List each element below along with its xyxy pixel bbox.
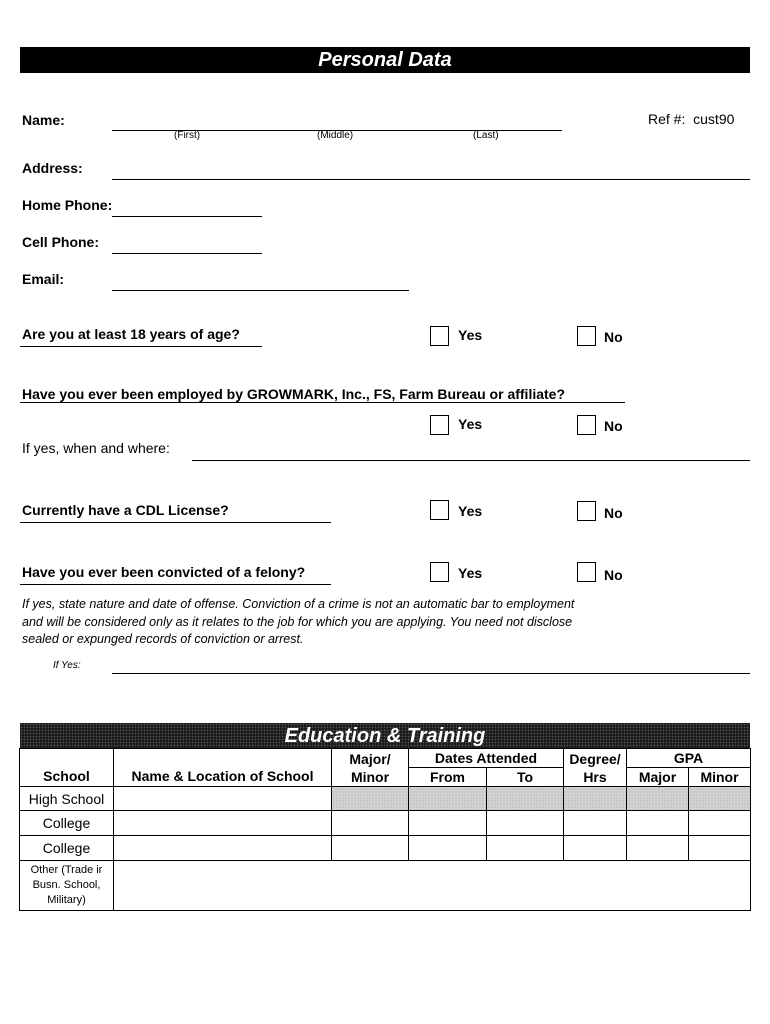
college-1-from-cell[interactable] [409,811,487,836]
felony-yes-checkbox[interactable] [430,562,449,582]
header-degree-hrs [564,749,627,787]
ref-value: cust90 [693,111,735,127]
cdl-no-label: No [604,505,623,521]
education-table [19,748,751,911]
employed-no-checkbox[interactable] [577,415,596,435]
felony-note-line-2: and will be considered only as it relates to the job for which you are applying. You need not disclose [22,614,573,629]
age-underline [20,346,262,347]
age-no-checkbox[interactable] [577,326,596,346]
college-2-name-cell[interactable] [114,836,332,861]
address-label: Address: [22,160,83,176]
header-minor: Minor [350,768,390,785]
cdl-yes-checkbox[interactable] [430,500,449,520]
college-1-degree-cell[interactable] [564,811,627,836]
header-gpa-minor: Minor [689,768,751,787]
header-gpa: GPA [627,749,751,768]
row-label-high-school: High School [20,787,114,811]
ref-label: Ref #: [648,111,686,127]
ref-number [648,111,734,127]
employed-yes-checkbox[interactable] [430,415,449,435]
high-school-from-cell[interactable] [409,787,487,811]
felony-yes-label: Yes [458,565,483,581]
when-where-label: If yes, when and where: [22,440,170,456]
education-title: Education & Training [284,725,486,747]
last-caption: (Last) [473,130,499,141]
college-1-to-cell[interactable] [487,811,564,836]
age-no-label: No [604,329,623,345]
felony-note-line-3: sealed or expunged records of conviction or arrest. [22,632,304,646]
personal-data-banner [20,47,750,73]
other-line-2: Busn. School, [32,879,101,891]
header-hrs: Hrs [583,768,607,785]
first-caption: (First) [174,130,201,141]
high-school-to-cell[interactable] [487,787,564,811]
felony-note [22,596,722,649]
college-2-degree-cell[interactable] [564,836,627,861]
age-question: Are you at least 18 years of age? [22,326,240,342]
if-yes-field[interactable] [112,673,750,674]
college-2-major-cell[interactable] [332,836,409,861]
education-banner [20,723,750,749]
age-yes-checkbox[interactable] [430,326,449,346]
header-dates-attended: Dates Attended [409,749,564,768]
other-line-1: Other (Trade ir [30,864,103,876]
cdl-no-checkbox[interactable] [577,501,596,521]
felony-no-checkbox[interactable] [577,562,596,582]
home-phone-field[interactable] [112,216,262,217]
header-name-location: Name & Location of School [114,749,332,787]
college-2-to-cell[interactable] [487,836,564,861]
other-details-cell[interactable] [114,861,751,911]
if-yes-label: If Yes: [53,660,81,671]
high-school-name-cell[interactable] [114,787,332,811]
college-2-gpa-minor-cell[interactable] [689,836,751,861]
middle-caption: (Middle) [317,130,354,141]
header-gpa-major: Major [627,768,689,787]
employed-yes-label: Yes [458,416,483,432]
header-school: School [20,749,114,787]
header-from: From [409,768,487,787]
header-major-minor [332,749,409,787]
address-field[interactable] [112,179,750,180]
name-label: Name: [22,112,65,128]
college-1-name-cell[interactable] [114,811,332,836]
cdl-yes-label: Yes [458,503,483,519]
when-where-field[interactable] [192,460,750,461]
college-1-gpa-minor-cell[interactable] [689,811,751,836]
personal-data-title: Personal Data [318,49,452,71]
college-1-gpa-major-cell[interactable] [627,811,689,836]
felony-question: Have you ever been convicted of a felony? [22,564,306,580]
cdl-underline [20,522,331,523]
felony-underline [20,584,331,585]
row-label-other [20,861,114,911]
felony-note-line-1: If yes, state nature and date of offense. Conviction of a crime is not an automatic bar to employment [22,597,575,611]
cell-phone-field[interactable] [112,253,262,254]
email-label: Email: [22,271,65,287]
high-school-degree-cell [564,787,627,811]
employed-question: Have you ever been employed by GROWMARK, Inc., FS, Farm Bureau or affiliate? [22,386,566,402]
employed-underline [20,402,625,403]
home-phone-label: Home Phone: [22,197,113,213]
header-major: Major/ [349,750,391,767]
high-school-gpa-major-cell [627,787,689,811]
high-school-major-cell [332,787,409,811]
header-to: To [487,768,564,787]
age-yes-label: Yes [458,327,483,343]
cdl-question: Currently have a CDL License? [22,502,229,518]
other-line-3: Military) [47,894,86,906]
row-label-college-1: College [20,811,114,836]
email-field[interactable] [112,290,409,291]
college-2-from-cell[interactable] [409,836,487,861]
cell-phone-label: Cell Phone: [22,234,100,250]
college-2-gpa-major-cell[interactable] [627,836,689,861]
row-label-college-2: College [20,836,114,861]
header-degree: Degree/ [569,750,621,767]
felony-no-label: No [604,567,623,583]
employed-no-label: No [604,418,623,434]
college-1-major-cell[interactable] [332,811,409,836]
high-school-gpa-minor-cell [689,787,751,811]
